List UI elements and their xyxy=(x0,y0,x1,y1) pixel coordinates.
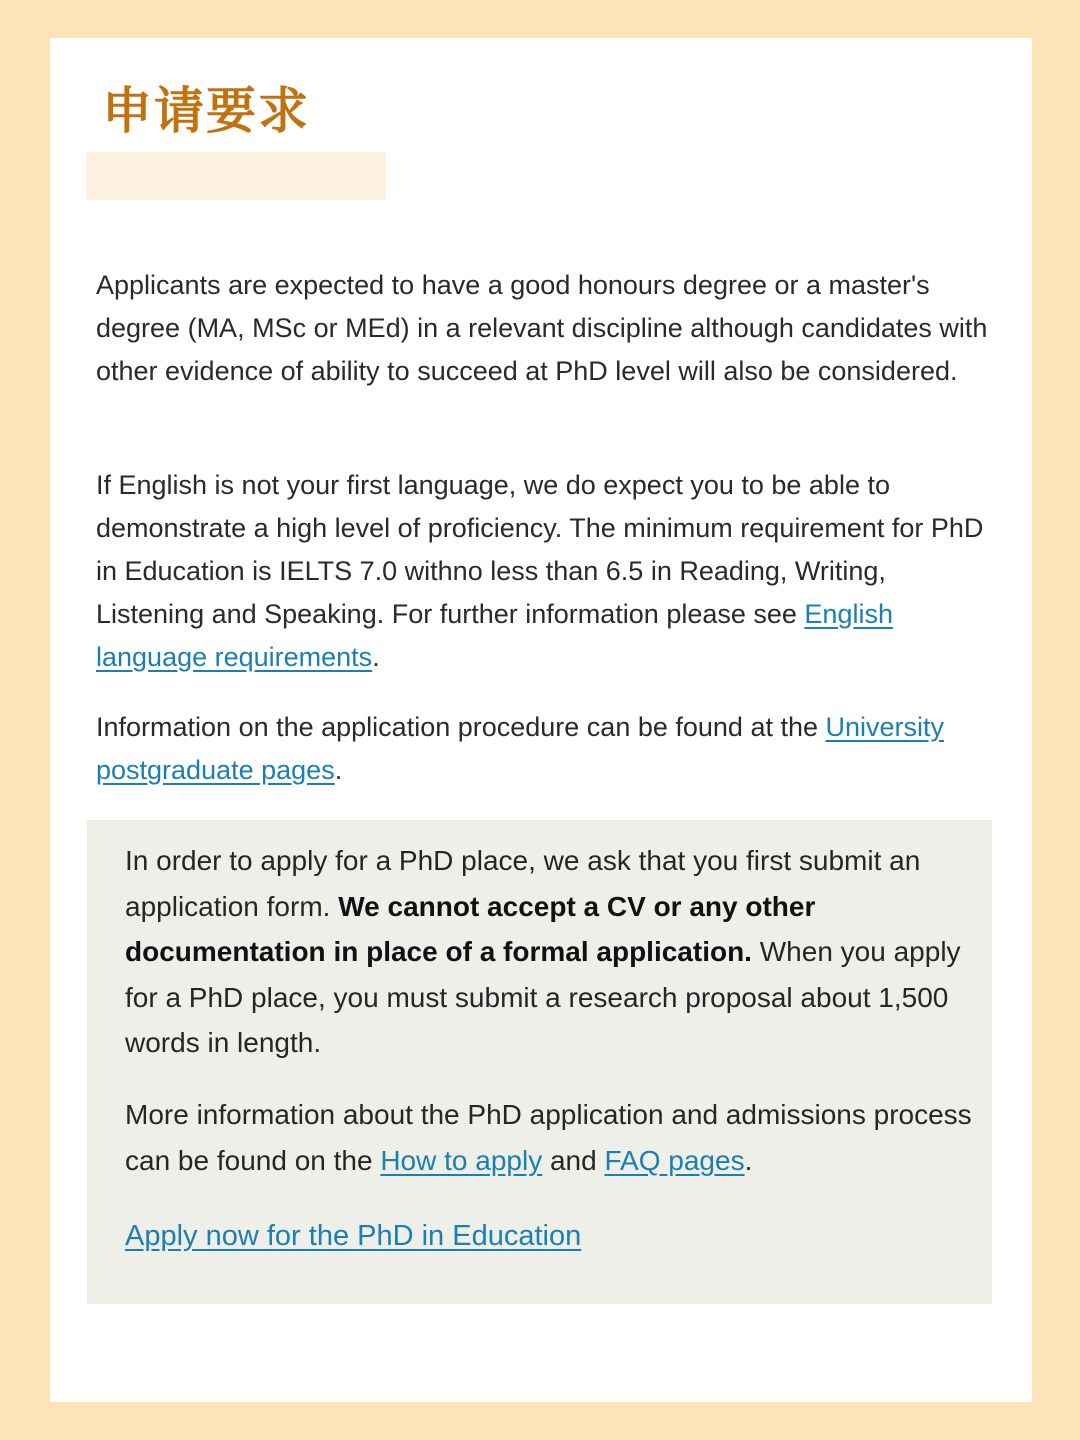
application-form-text: In order to apply for a PhD place, we ask that you first submit an application form. xyxy=(125,845,921,922)
english-requirement-text: If English is not your first language, we do expect you to be able to demonstrate a high level of proficiency. The minimum requirement for PhD in Education is IELTS 7.0 withno less than 6.5 in Reading, Writing, Listening and Speaking. For further information please see xyxy=(96,470,984,629)
apply-now-link[interactable]: Apply now for the PhD in Education xyxy=(125,1220,582,1252)
english-language-requirements-link[interactable]: English language requirements xyxy=(96,599,893,672)
admissions-info-and: and xyxy=(542,1144,605,1176)
application-info-panel xyxy=(87,820,992,1304)
apply-now-line xyxy=(125,1214,581,1258)
english-requirement-paragraph xyxy=(96,464,996,679)
page-title: 申请要求 xyxy=(102,82,310,140)
title-block xyxy=(86,76,486,202)
how-to-apply-link[interactable]: How to apply xyxy=(380,1144,543,1176)
degree-requirement-paragraph: Applicants are expected to have a good honours degree or a master's degree (MA, MSc or MEd) in a relevant discipline although candidates with other evidence of ability to succeed at PhD level will also be considered. xyxy=(96,270,988,386)
research-proposal-text: When you apply for a PhD place, you must submit a research proposal about 1,500 words in length. xyxy=(125,936,961,1058)
faq-pages-link[interactable]: FAQ pages xyxy=(604,1144,745,1176)
title-highlight xyxy=(86,152,386,200)
application-form-warning: We cannot accept a CV or any other documentation in place of a formal application. xyxy=(125,890,816,967)
application-procedure-end: . xyxy=(334,755,343,785)
content-card xyxy=(50,38,1032,1402)
admissions-info-paragraph xyxy=(125,1092,975,1183)
admissions-info-text: More information about the PhD application and admissions process can be found on the xyxy=(125,1099,972,1176)
admissions-info-end: . xyxy=(744,1144,753,1176)
application-procedure-paragraph xyxy=(96,706,996,792)
application-form-paragraph xyxy=(125,838,975,1066)
application-procedure-text: Information on the application procedure can be found at the xyxy=(96,712,826,742)
university-postgraduate-pages-link[interactable]: University postgraduate pages xyxy=(96,712,945,785)
english-requirement-end: . xyxy=(372,642,380,672)
